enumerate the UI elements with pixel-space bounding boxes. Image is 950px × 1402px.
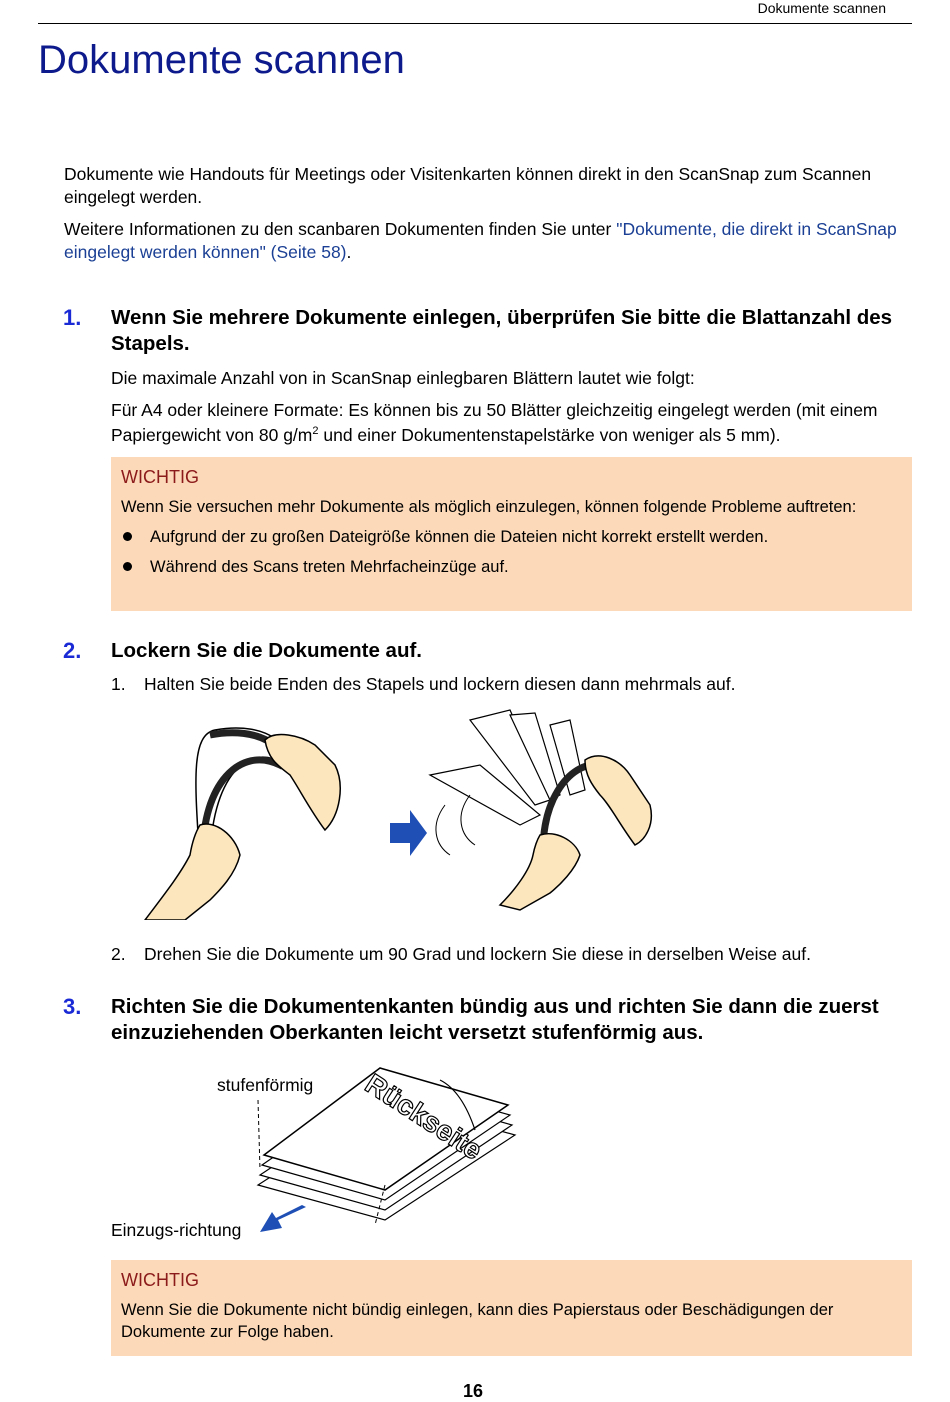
step-1-capacity-text <box>111 398 911 448</box>
substep-2-number: 2. <box>111 944 126 964</box>
capacity-text-main: Für A4 oder kleinere Formate: Es können bis zu 50 Blätter gleichzeitig eingelegt werden (mit einem Papiergewicht von 80 g/m <box>111 400 878 445</box>
fanning-illustration <box>140 705 670 920</box>
note-bullet-text: Während des Scans treten Mehrfacheinzüge auf. <box>150 558 509 576</box>
arrow-right-icon <box>390 810 427 856</box>
bullet-icon <box>123 532 132 541</box>
right-hand-icon <box>265 735 340 830</box>
capacity-superscript: 2 <box>312 425 319 438</box>
step-3-heading: Richten Sie die Dokumentenkanten bündig aus und richten Sie dann die zuerst einzuziehenden Oberkanten leicht versetzt stufenförmig aus. <box>111 995 879 1044</box>
step-1-number: 1. <box>63 305 82 330</box>
substep-1-text: Halten Sie beide Enden des Stapels und lockern diesen dann mehrmals auf. <box>144 674 736 694</box>
step-2-heading: Lockern Sie die Dokumente auf. <box>111 639 422 662</box>
step-1-heading: Wenn Sie mehrere Dokumente einlegen, überprüfen Sie bitte die Blattanzahl des Stapels. <box>111 306 893 355</box>
stepped-label: stufenförmig <box>217 1075 314 1095</box>
header-section-label: Dokumente scannen <box>757 0 886 16</box>
back-side-label: Rückseite <box>359 1067 488 1166</box>
page-number: 16 <box>463 1381 484 1401</box>
note-bullet <box>121 556 902 578</box>
step-2-number: 2. <box>63 638 82 663</box>
step-3-number: 3. <box>63 994 82 1019</box>
left-hand-icon <box>500 834 580 910</box>
intro-reference-text: Weitere Informationen zu den scanbaren Dokumenten finden Sie unter <box>64 219 617 239</box>
page-title: Dokumente scannen <box>38 38 405 82</box>
note-text: Wenn Sie die Dokumente nicht bündig einlegen, kann dies Papierstaus oder Beschädigungen der Dokumente zur Folge haben. <box>121 1301 834 1341</box>
note-title: WICHTIG <box>121 1270 199 1290</box>
intro-paragraph: Dokumente wie Handouts für Meetings oder Visitenkarten können direkt in den ScanSnap zum Scannen eingelegt werden. <box>64 164 872 207</box>
intro-reference-paragraph <box>64 218 904 264</box>
note-title: WICHTIG <box>121 467 199 487</box>
substep-2-text: Drehen Sie die Dokumente um 90 Grad und lockern Sie diese in derselben Weise auf. <box>144 944 811 964</box>
note-bullet-text: Aufgrund der zu großen Dateigröße können die Dateien nicht korrekt erstellt werden. <box>150 528 769 546</box>
feed-arrow-icon <box>258 1202 308 1240</box>
warning-note-1 <box>111 457 912 611</box>
substep-1-number: 1. <box>111 674 126 694</box>
warning-note-2 <box>111 1260 912 1356</box>
capacity-text-end: und einer Dokumentenstapelstärke von weniger als 5 mm). <box>318 425 781 445</box>
left-hand-icon <box>145 824 240 920</box>
note-bullet <box>121 526 902 548</box>
intro-reference-link[interactable]: "Dokumente, die direkt in ScanSnap eingelegt werden können" (Seite 58) <box>64 219 897 262</box>
intro-reference-suffix: . <box>346 242 352 262</box>
right-hand-icon <box>585 756 651 845</box>
feed-direction-label: Einzugs-richtung <box>111 1220 242 1240</box>
step-1-text: Die maximale Anzahl von in ScanSnap einlegbaren Blättern lautet wie folgt: <box>111 368 695 388</box>
note-text: Wenn Sie versuchen mehr Dokumente als möglich einzulegen, können folgende Probleme auftreten: <box>121 498 857 516</box>
header-divider <box>38 23 912 24</box>
bullet-icon <box>123 562 132 571</box>
